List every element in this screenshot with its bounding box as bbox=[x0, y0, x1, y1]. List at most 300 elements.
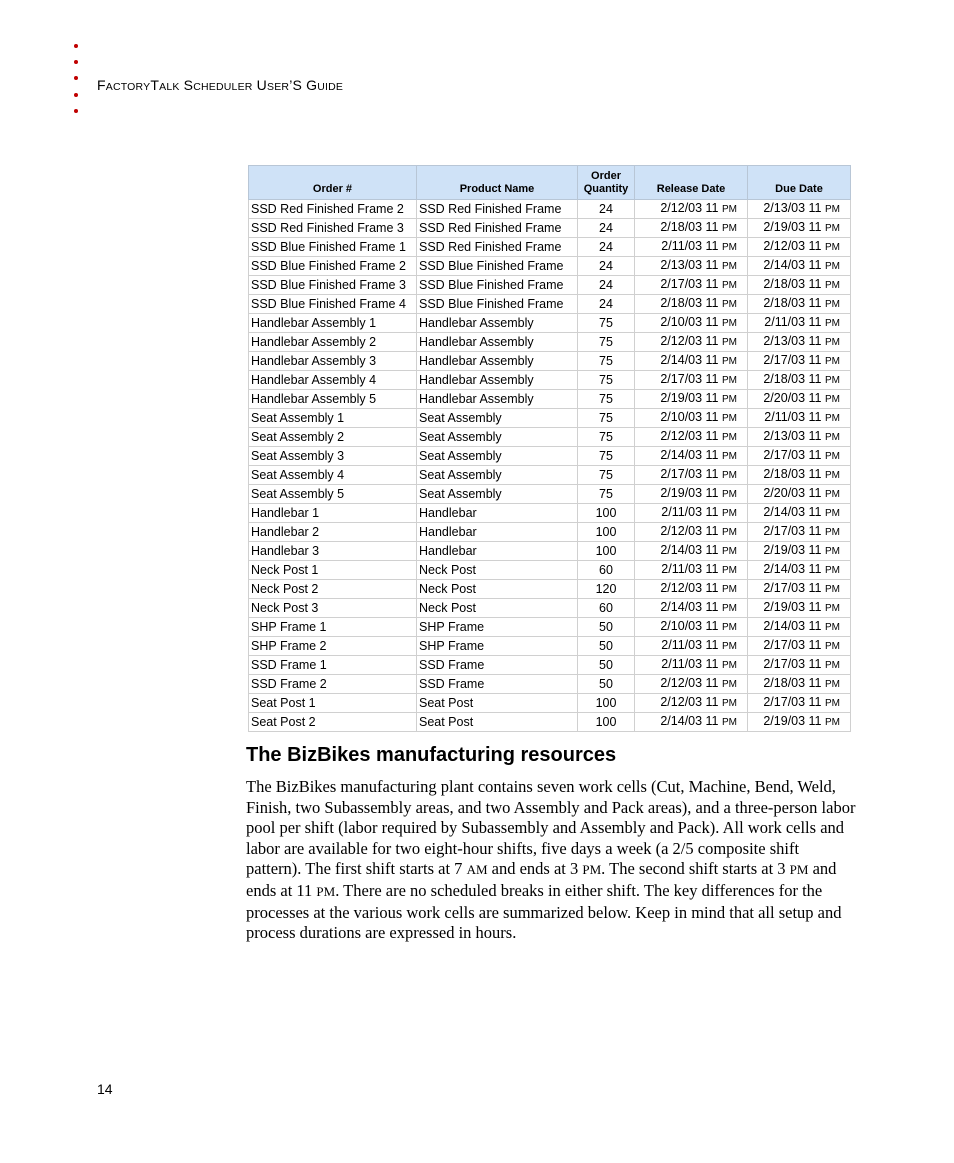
quantity-cell bbox=[578, 580, 635, 599]
quantity-cell bbox=[578, 238, 635, 257]
cell-text: Seat Assembly bbox=[419, 448, 502, 463]
time-suffix: PM bbox=[825, 622, 840, 633]
order-number-cell bbox=[249, 409, 417, 428]
product-name-cell bbox=[417, 314, 578, 333]
cell-text: 75 bbox=[599, 353, 613, 368]
cell-text: Handlebar 2 bbox=[251, 524, 320, 539]
cell-text: 2/14/03 11 bbox=[660, 448, 719, 462]
order-number-cell bbox=[249, 656, 417, 675]
quantity-cell bbox=[578, 428, 635, 447]
cell-text: 2/17/03 11 bbox=[763, 353, 822, 367]
cell-text: 75 bbox=[599, 467, 613, 482]
cell-text: 2/14/03 11 bbox=[660, 714, 719, 728]
header-text-part: F bbox=[97, 77, 106, 93]
due-date-cell bbox=[748, 466, 851, 485]
cell-text: Seat Assembly bbox=[419, 486, 502, 501]
order-number-cell bbox=[249, 561, 417, 580]
cell-text: Seat Post 2 bbox=[251, 714, 316, 729]
cell-text: SHP Frame 1 bbox=[251, 619, 327, 634]
cell-text: 2/11/03 11 bbox=[661, 239, 719, 253]
cell-text: 2/11/03 11 bbox=[764, 410, 822, 424]
release-date-cell bbox=[635, 637, 748, 656]
release-date-cell bbox=[635, 352, 748, 371]
cell-text: Handlebar 1 bbox=[251, 505, 320, 520]
time-suffix: PM bbox=[722, 470, 737, 481]
order-number-cell bbox=[249, 580, 417, 599]
order-number-cell bbox=[249, 238, 417, 257]
header-text-part: S bbox=[292, 77, 303, 93]
quantity-cell bbox=[578, 371, 635, 390]
product-name-cell bbox=[417, 466, 578, 485]
header-text-part: S bbox=[179, 77, 194, 93]
cell-text: 60 bbox=[599, 562, 613, 577]
due-date-cell bbox=[748, 618, 851, 637]
product-name-cell bbox=[417, 637, 578, 656]
table-row bbox=[249, 675, 851, 694]
time-suffix: PM bbox=[825, 432, 840, 443]
order-number-cell bbox=[249, 295, 417, 314]
time-suffix: PM bbox=[722, 413, 737, 424]
cell-text: 2/10/03 11 bbox=[660, 619, 719, 633]
quantity-cell bbox=[578, 219, 635, 238]
quantity-cell bbox=[578, 675, 635, 694]
quantity-cell bbox=[578, 390, 635, 409]
due-date-cell bbox=[748, 656, 851, 675]
order-number-cell bbox=[249, 637, 417, 656]
table-row bbox=[249, 428, 851, 447]
cell-text: 2/12/03 11 bbox=[660, 201, 719, 215]
cell-text: SSD Blue Finished Frame 2 bbox=[251, 258, 406, 273]
table-body bbox=[249, 200, 851, 732]
product-name-cell bbox=[417, 409, 578, 428]
release-date-cell bbox=[635, 504, 748, 523]
order-number-cell bbox=[249, 314, 417, 333]
cell-text: 2/17/03 11 bbox=[763, 524, 822, 538]
time-abbrev: PM bbox=[789, 862, 809, 878]
cell-text: 2/14/03 11 bbox=[660, 543, 719, 557]
cell-text: 2/17/03 11 bbox=[660, 277, 719, 291]
bullet-icon bbox=[74, 93, 78, 97]
due-date-cell bbox=[748, 523, 851, 542]
cell-text: 24 bbox=[599, 220, 613, 235]
cell-text: 100 bbox=[595, 714, 617, 729]
cell-text: Handlebar Assembly bbox=[419, 372, 534, 387]
cell-text: 75 bbox=[599, 486, 613, 501]
cell-text: 2/11/03 11 bbox=[764, 315, 822, 329]
order-number-cell bbox=[249, 371, 417, 390]
due-date-cell bbox=[748, 200, 851, 219]
product-name-cell bbox=[417, 352, 578, 371]
cell-text: SSD Blue Finished Frame bbox=[419, 296, 564, 311]
cell-text: 2/13/03 11 bbox=[763, 429, 822, 443]
table-row bbox=[249, 447, 851, 466]
time-suffix: PM bbox=[722, 394, 737, 405]
release-date-cell bbox=[635, 485, 748, 504]
table-row bbox=[249, 409, 851, 428]
time-suffix: PM bbox=[722, 698, 737, 709]
cell-text: 75 bbox=[599, 448, 613, 463]
time-suffix: PM bbox=[825, 698, 840, 709]
cell-text: 2/10/03 11 bbox=[660, 410, 719, 424]
time-suffix: PM bbox=[722, 242, 737, 253]
quantity-cell bbox=[578, 257, 635, 276]
cell-text: Neck Post 2 bbox=[251, 581, 319, 596]
cell-text: Seat Assembly bbox=[419, 410, 502, 425]
due-date-cell bbox=[748, 713, 851, 732]
release-date-cell bbox=[635, 713, 748, 732]
release-date-cell bbox=[635, 276, 748, 295]
time-suffix: PM bbox=[722, 451, 737, 462]
release-date-cell bbox=[635, 542, 748, 561]
cell-text: Neck Post 1 bbox=[251, 562, 319, 577]
running-header bbox=[97, 77, 343, 93]
table-row bbox=[249, 314, 851, 333]
table-header-row bbox=[249, 166, 851, 200]
cell-text: 2/14/03 11 bbox=[763, 258, 822, 272]
quantity-cell bbox=[578, 542, 635, 561]
due-date-cell bbox=[748, 257, 851, 276]
cell-text: 2/19/03 11 bbox=[763, 714, 822, 728]
due-date-cell bbox=[748, 580, 851, 599]
cell-text: Neck Post bbox=[419, 581, 476, 596]
release-date-cell bbox=[635, 428, 748, 447]
column-header-label: Order bbox=[591, 170, 621, 182]
time-suffix: PM bbox=[825, 337, 840, 348]
cell-text: Seat Assembly 4 bbox=[251, 467, 345, 482]
cell-text: SSD Frame bbox=[419, 676, 485, 691]
due-date-cell bbox=[748, 694, 851, 713]
order-number-cell bbox=[249, 713, 417, 732]
cell-text: 2/14/03 11 bbox=[660, 600, 719, 614]
time-suffix: PM bbox=[825, 660, 840, 671]
column-header-label: Due Date bbox=[775, 183, 823, 195]
due-date-cell bbox=[748, 390, 851, 409]
cell-text: Handlebar Assembly bbox=[419, 391, 534, 406]
release-date-cell bbox=[635, 314, 748, 333]
product-name-cell bbox=[417, 276, 578, 295]
cell-text: Handlebar Assembly 3 bbox=[251, 353, 377, 368]
page-number: 14 bbox=[97, 1081, 113, 1097]
order-number-cell bbox=[249, 694, 417, 713]
cell-text: 2/18/03 11 bbox=[763, 372, 822, 386]
time-suffix: PM bbox=[825, 717, 840, 728]
cell-text: 2/11/03 11 bbox=[661, 505, 719, 519]
cell-text: SSD Red Finished Frame 2 bbox=[251, 201, 404, 216]
cell-text: 2/19/03 11 bbox=[763, 220, 822, 234]
release-date-cell bbox=[635, 333, 748, 352]
header-text-part: G bbox=[302, 77, 318, 93]
cell-text: 100 bbox=[595, 524, 617, 539]
cell-text: 75 bbox=[599, 334, 613, 349]
quantity-cell bbox=[578, 713, 635, 732]
cell-text: 2/14/03 11 bbox=[660, 353, 719, 367]
quantity-cell bbox=[578, 466, 635, 485]
cell-text: 50 bbox=[599, 657, 613, 672]
cell-text: SSD Blue Finished Frame 1 bbox=[251, 239, 406, 254]
cell-text: SHP Frame bbox=[419, 619, 485, 634]
cell-text: SSD Red Finished Frame bbox=[419, 220, 562, 235]
column-header-label: Quantity bbox=[583, 183, 629, 195]
release-date-cell bbox=[635, 599, 748, 618]
release-date-cell bbox=[635, 561, 748, 580]
cell-text: Seat Assembly 1 bbox=[251, 410, 345, 425]
release-date-cell bbox=[635, 447, 748, 466]
table-row bbox=[249, 523, 851, 542]
order-number-cell bbox=[249, 352, 417, 371]
quantity-cell bbox=[578, 561, 635, 580]
due-date-cell bbox=[748, 295, 851, 314]
time-suffix: PM bbox=[825, 318, 840, 329]
header-text-part: U bbox=[252, 77, 267, 93]
cell-text: 2/19/03 11 bbox=[763, 600, 822, 614]
release-date-cell bbox=[635, 618, 748, 637]
cell-text: 2/12/03 11 bbox=[660, 581, 719, 595]
due-date-cell bbox=[748, 333, 851, 352]
cell-text: SSD Blue Finished Frame bbox=[419, 258, 564, 273]
cell-text: SHP Frame 2 bbox=[251, 638, 327, 653]
time-suffix: PM bbox=[825, 584, 840, 595]
cell-text: SSD Frame 2 bbox=[251, 676, 327, 691]
cell-text: SSD Blue Finished Frame 4 bbox=[251, 296, 406, 311]
header-text-part: SER bbox=[266, 81, 290, 93]
cell-text: 2/11/03 11 bbox=[661, 562, 719, 576]
time-suffix: PM bbox=[825, 356, 840, 367]
section-heading: The BizBikes manufacturing resources bbox=[246, 744, 617, 766]
cell-text: 2/11/03 11 bbox=[661, 638, 719, 652]
quantity-cell bbox=[578, 694, 635, 713]
time-suffix: PM bbox=[722, 584, 737, 595]
cell-text: 2/11/03 11 bbox=[661, 657, 719, 671]
cell-text: 50 bbox=[599, 676, 613, 691]
time-abbrev: AM bbox=[466, 862, 488, 878]
time-abbrev: PM bbox=[582, 862, 602, 878]
table-row bbox=[249, 656, 851, 675]
due-date-cell bbox=[748, 599, 851, 618]
bullet-icon bbox=[74, 109, 78, 113]
time-suffix: PM bbox=[722, 641, 737, 652]
product-name-cell bbox=[417, 713, 578, 732]
time-suffix: PM bbox=[825, 641, 840, 652]
quantity-cell bbox=[578, 352, 635, 371]
table-row bbox=[249, 618, 851, 637]
product-name-cell bbox=[417, 694, 578, 713]
time-suffix: PM bbox=[825, 470, 840, 481]
quantity-cell bbox=[578, 504, 635, 523]
cell-text: Seat Post bbox=[419, 695, 474, 710]
cell-text: Handlebar Assembly bbox=[419, 315, 534, 330]
column-header-label: Release Date bbox=[656, 183, 726, 195]
cell-text: 2/18/03 11 bbox=[763, 296, 822, 310]
product-name-cell bbox=[417, 561, 578, 580]
quantity-cell bbox=[578, 523, 635, 542]
quantity-cell bbox=[578, 409, 635, 428]
cell-text: Neck Post 3 bbox=[251, 600, 319, 615]
bullet-icon bbox=[74, 76, 78, 80]
cell-text: 2/12/03 11 bbox=[660, 695, 719, 709]
cell-text: SSD Blue Finished Frame bbox=[419, 277, 564, 292]
due-date-cell bbox=[748, 504, 851, 523]
release-date-cell bbox=[635, 409, 748, 428]
cell-text: 24 bbox=[599, 201, 613, 216]
time-suffix: PM bbox=[722, 622, 737, 633]
cell-text: Handlebar bbox=[419, 505, 477, 520]
column-header-label: Order # bbox=[312, 183, 353, 195]
time-suffix: PM bbox=[825, 223, 840, 234]
cell-text: 2/14/03 11 bbox=[763, 619, 822, 633]
quantity-cell bbox=[578, 447, 635, 466]
due-date-cell bbox=[748, 637, 851, 656]
time-suffix: PM bbox=[722, 546, 737, 557]
time-suffix: PM bbox=[722, 717, 737, 728]
order-number-cell bbox=[249, 200, 417, 219]
cell-text: Seat Assembly bbox=[419, 467, 502, 482]
quantity-cell bbox=[578, 599, 635, 618]
cell-text: 100 bbox=[595, 505, 617, 520]
cell-text: Seat Assembly bbox=[419, 429, 502, 444]
time-suffix: PM bbox=[722, 223, 737, 234]
time-suffix: PM bbox=[722, 280, 737, 291]
cell-text: 2/20/03 11 bbox=[763, 486, 822, 500]
time-suffix: PM bbox=[722, 204, 737, 215]
cell-text: 2/18/03 11 bbox=[660, 220, 719, 234]
cell-text: 2/18/03 11 bbox=[763, 277, 822, 291]
cell-text: 75 bbox=[599, 391, 613, 406]
cell-text: 2/17/03 11 bbox=[763, 695, 822, 709]
product-name-cell bbox=[417, 219, 578, 238]
cell-text: 24 bbox=[599, 277, 613, 292]
quantity-cell bbox=[578, 295, 635, 314]
table-row bbox=[249, 371, 851, 390]
cell-text: Handlebar Assembly bbox=[419, 353, 534, 368]
due-date-cell bbox=[748, 675, 851, 694]
cell-text: Seat Post bbox=[419, 714, 474, 729]
due-date-cell bbox=[748, 428, 851, 447]
cell-text: Handlebar Assembly 1 bbox=[251, 315, 377, 330]
table-row bbox=[249, 390, 851, 409]
cell-text: Handlebar Assembly 5 bbox=[251, 391, 377, 406]
cell-text: Seat Assembly 5 bbox=[251, 486, 345, 501]
order-number-cell bbox=[249, 276, 417, 295]
order-number-cell bbox=[249, 333, 417, 352]
column-header bbox=[748, 166, 851, 200]
margin-bullets bbox=[74, 44, 84, 125]
column-header bbox=[249, 166, 417, 200]
time-suffix: PM bbox=[825, 394, 840, 405]
table-row bbox=[249, 504, 851, 523]
cell-text: 75 bbox=[599, 429, 613, 444]
bullet-icon bbox=[74, 44, 78, 48]
product-name-cell bbox=[417, 599, 578, 618]
cell-text: 2/18/03 11 bbox=[763, 676, 822, 690]
cell-text: Seat Assembly 2 bbox=[251, 429, 345, 444]
time-suffix: PM bbox=[825, 603, 840, 614]
order-number-cell bbox=[249, 466, 417, 485]
cell-text: Handlebar 3 bbox=[251, 543, 320, 558]
table-row bbox=[249, 238, 851, 257]
time-suffix: PM bbox=[722, 565, 737, 576]
due-date-cell bbox=[748, 542, 851, 561]
cell-text: 120 bbox=[595, 581, 617, 596]
table-row bbox=[249, 466, 851, 485]
time-suffix: PM bbox=[825, 679, 840, 690]
time-suffix: PM bbox=[722, 337, 737, 348]
cell-text: Neck Post bbox=[419, 562, 476, 577]
due-date-cell bbox=[748, 371, 851, 390]
cell-text: 2/13/03 11 bbox=[763, 334, 822, 348]
table-row bbox=[249, 694, 851, 713]
cell-text: 75 bbox=[599, 410, 613, 425]
table-row bbox=[249, 542, 851, 561]
time-abbrev: PM bbox=[316, 883, 336, 899]
table-row bbox=[249, 713, 851, 732]
cell-text: Seat Post 1 bbox=[251, 695, 316, 710]
table-row bbox=[249, 485, 851, 504]
cell-text: 100 bbox=[595, 543, 617, 558]
release-date-cell bbox=[635, 580, 748, 599]
table-row bbox=[249, 219, 851, 238]
body-text-run: . The second shift starts at 3 bbox=[601, 859, 790, 879]
time-suffix: PM bbox=[825, 508, 840, 519]
cell-text: 24 bbox=[599, 239, 613, 254]
due-date-cell bbox=[748, 447, 851, 466]
cell-text: 2/12/03 11 bbox=[660, 524, 719, 538]
cell-text: 50 bbox=[599, 638, 613, 653]
header-text-part: T bbox=[150, 77, 160, 93]
cell-text: 2/12/03 11 bbox=[660, 429, 719, 443]
time-suffix: PM bbox=[825, 204, 840, 215]
release-date-cell bbox=[635, 200, 748, 219]
cell-text: 24 bbox=[599, 296, 613, 311]
time-suffix: PM bbox=[825, 489, 840, 500]
table-row bbox=[249, 276, 851, 295]
cell-text: 2/13/03 11 bbox=[763, 201, 822, 215]
time-suffix: PM bbox=[722, 603, 737, 614]
time-suffix: PM bbox=[722, 356, 737, 367]
time-suffix: PM bbox=[825, 280, 840, 291]
order-number-cell bbox=[249, 428, 417, 447]
product-name-cell bbox=[417, 675, 578, 694]
due-date-cell bbox=[748, 561, 851, 580]
cell-text: SHP Frame bbox=[419, 638, 485, 653]
order-number-cell bbox=[249, 542, 417, 561]
time-suffix: PM bbox=[722, 375, 737, 386]
product-name-cell bbox=[417, 390, 578, 409]
product-name-cell bbox=[417, 523, 578, 542]
time-suffix: PM bbox=[825, 299, 840, 310]
body-text-run: and ends at 3 bbox=[487, 859, 583, 879]
quantity-cell bbox=[578, 200, 635, 219]
product-name-cell bbox=[417, 580, 578, 599]
time-suffix: PM bbox=[722, 318, 737, 329]
release-date-cell bbox=[635, 257, 748, 276]
product-name-cell bbox=[417, 504, 578, 523]
order-number-cell bbox=[249, 485, 417, 504]
cell-text: SSD Red Finished Frame bbox=[419, 201, 562, 216]
product-name-cell bbox=[417, 485, 578, 504]
product-name-cell bbox=[417, 447, 578, 466]
body-text-run: and ends at 11 bbox=[246, 859, 837, 900]
quantity-cell bbox=[578, 618, 635, 637]
time-suffix: PM bbox=[825, 375, 840, 386]
release-date-cell bbox=[635, 523, 748, 542]
cell-text: 75 bbox=[599, 315, 613, 330]
cell-text: SSD Frame bbox=[419, 657, 485, 672]
header-text-part: ’ bbox=[289, 77, 293, 93]
product-name-cell bbox=[417, 238, 578, 257]
cell-text: SSD Blue Finished Frame 3 bbox=[251, 277, 406, 292]
header-text-part: CHEDULER bbox=[193, 81, 253, 93]
table-row bbox=[249, 637, 851, 656]
